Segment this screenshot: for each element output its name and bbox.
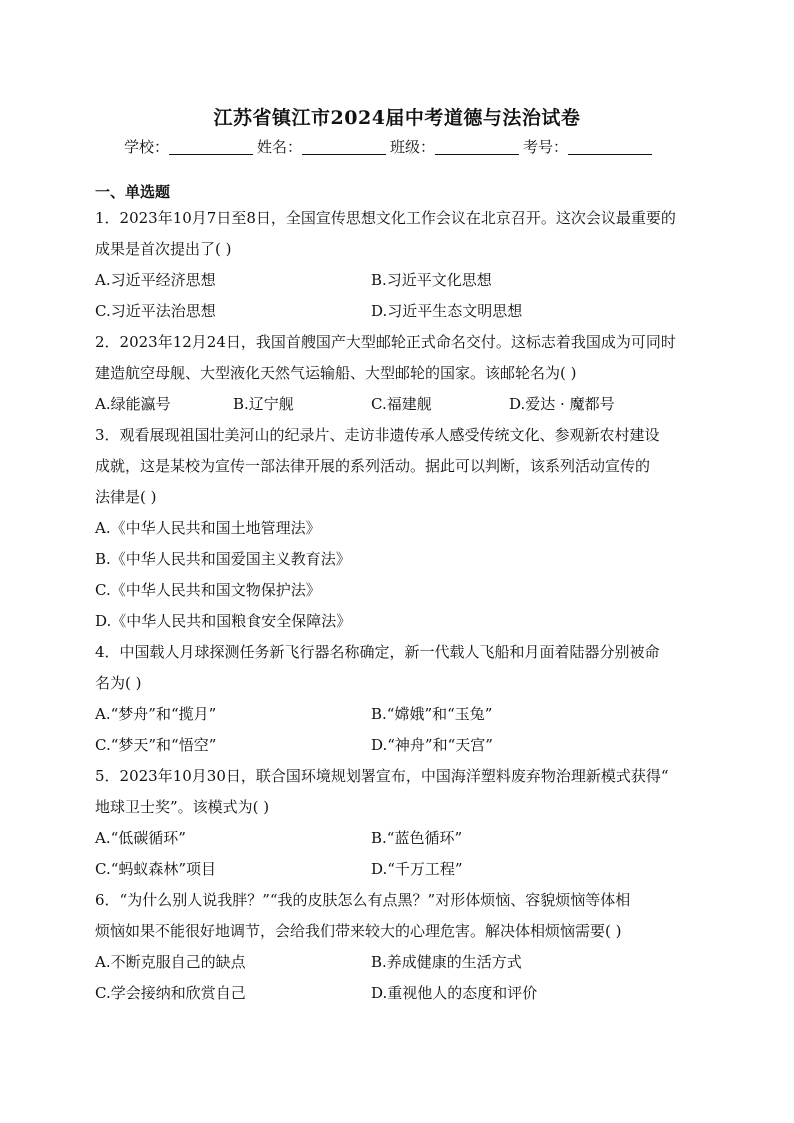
option-d: D.“神舟”和“天宫” xyxy=(371,736,493,754)
question-6 xyxy=(95,885,703,1009)
option-a: A.《中华人民共和国土地管理法》 xyxy=(95,519,321,537)
question-text-line: 烦恼如果不能很好地调节，会给我们带来较大的心理危害。解决体相烦恼需要( ) xyxy=(95,922,622,940)
question-text-line: 3．观看展现祖国壮美河山的纪录片、走访非遗传承人感受传统文化、参观新农村建设 xyxy=(95,426,660,444)
option-row xyxy=(95,730,703,761)
question-5 xyxy=(95,761,703,885)
name-label: 姓名： xyxy=(257,138,303,156)
option-row xyxy=(95,947,703,978)
question-text-line: 名为( ) xyxy=(95,674,142,692)
question-text-line: 建造航空母舰、大型液化天然气运输船、大型邮轮的国家。该邮轮名为( ) xyxy=(95,364,577,382)
option-b: B.“嫦娥”和“玉兔” xyxy=(371,705,493,723)
question-text-line: 5．2023年10月30日，联合国环境规划署宣布，中国海洋塑料废弃物治理新模式获得“ xyxy=(95,767,669,785)
option-c: C.“梦天”和“悟空” xyxy=(95,736,217,754)
option-c: C.习近平法治思想 xyxy=(95,302,216,320)
option-row xyxy=(95,823,703,854)
question-2 xyxy=(95,327,703,420)
section-title: 一、单选题 xyxy=(95,183,171,201)
question-text-line: 1．2023年10月7日至8日，全国宣传思想文化工作会议在北京召开。这次会议最重要的 xyxy=(95,209,676,227)
option-row xyxy=(95,699,703,730)
option-row xyxy=(95,978,703,1009)
class-blank xyxy=(435,139,519,155)
question-text-line: 成果是首次提出了( ) xyxy=(95,240,232,258)
option-c: C.《中华人民共和国文物保护法》 xyxy=(95,581,321,599)
option-c: C.学会接纳和欣赏自己 xyxy=(95,984,246,1002)
option-row xyxy=(95,265,703,296)
school-label: 学校： xyxy=(124,138,170,156)
option-a: A.“梦舟”和“揽月” xyxy=(95,705,217,723)
question-text-line: 地球卫士奖”。该模式为( ) xyxy=(95,798,270,816)
question-4 xyxy=(95,637,703,761)
name-blank xyxy=(302,139,386,155)
question-list xyxy=(95,181,703,1009)
question-1 xyxy=(95,203,703,327)
question-text-line: 法律是( ) xyxy=(95,488,157,506)
option-row xyxy=(95,854,703,885)
school-blank xyxy=(169,139,253,155)
student-info-row xyxy=(124,136,684,157)
option-d: D.“千万工程” xyxy=(371,860,463,878)
question-text-line: 4．中国载人月球探测任务新飞行器名称确定，新一代载人飞船和月面着陆器分别被命 xyxy=(95,643,660,661)
option-d: D.爱达 · 魔都号 xyxy=(509,395,615,413)
option-b: B.习近平文化思想 xyxy=(371,271,492,289)
option-c: C.“蚂蚁森林”项目 xyxy=(95,860,217,878)
class-label: 班级： xyxy=(390,138,436,156)
option-a: A.绿能瀛号 xyxy=(95,395,171,413)
option-b: B.辽宁舰 xyxy=(233,395,294,413)
question-3 xyxy=(95,420,703,637)
option-a: A.不断克服自己的缺点 xyxy=(95,953,246,971)
exam-number-blank xyxy=(568,139,652,155)
exam-title: 江苏省镇江市2024届中考道德与法治试卷 xyxy=(213,107,581,129)
option-a: A.习近平经济思想 xyxy=(95,271,216,289)
question-text-line: 6．“为什么别人说我胖？”“我的皮肤怎么有点黑？”对形体烦恼、容貌烦恼等体相 xyxy=(95,891,631,909)
option-row xyxy=(95,296,703,327)
question-text-line: 成就，这是某校为宣传一部法律开展的系列活动。据此可以判断，该系列活动宣传的 xyxy=(95,457,651,475)
option-b: B.“蓝色循环” xyxy=(371,829,463,847)
option-row xyxy=(95,389,703,420)
option-b: B.养成健康的生活方式 xyxy=(371,953,522,971)
option-d: D.习近平生态文明思想 xyxy=(371,302,523,320)
option-d: D.重视他人的态度和评价 xyxy=(371,984,538,1002)
option-b: B.《中华人民共和国爱国主义教育法》 xyxy=(95,550,351,568)
option-d: D.《中华人民共和国粮食安全保障法》 xyxy=(95,612,352,630)
question-text-line: 2．2023年12月24日，我国首艘国产大型邮轮正式命名交付。这标志着我国成为可同时 xyxy=(95,333,676,351)
option-a: A.“低碳循环” xyxy=(95,829,186,847)
option-c: C.福建舰 xyxy=(371,395,432,413)
exam-number-label: 考号： xyxy=(523,138,569,156)
